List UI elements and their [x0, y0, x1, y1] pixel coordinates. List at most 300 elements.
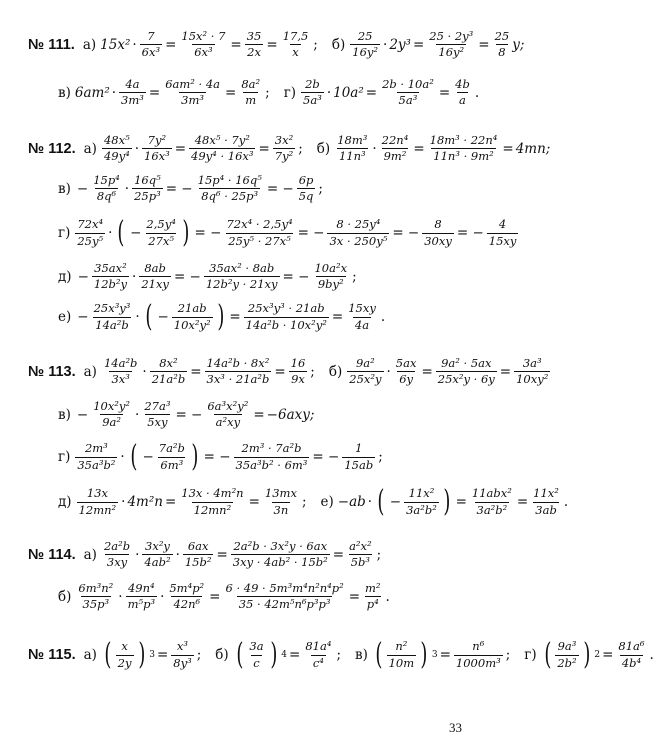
operator: ;: [378, 449, 383, 465]
numerator: 7y²: [147, 133, 167, 147]
fraction: [157, 442, 187, 471]
operator: =: [165, 36, 177, 53]
operator: = −: [203, 449, 231, 465]
denominator: a²xy: [215, 415, 241, 430]
numerator: 17,5: [282, 29, 309, 43]
operator: =: [274, 363, 286, 380]
numerator: 72x⁴ · 2,5y⁴: [226, 217, 293, 232]
fraction: [289, 357, 308, 386]
numerator: 11x²: [408, 486, 435, 501]
exercise-label: б): [331, 36, 346, 53]
fraction: [205, 400, 250, 429]
exercise-label: а): [83, 363, 97, 380]
fraction: [312, 262, 349, 291]
operator: .: [380, 309, 386, 325]
numerator: 6m³n²: [78, 581, 114, 595]
term: −ab: [337, 494, 366, 510]
operator: =: [365, 84, 378, 101]
left-paren: (: [130, 439, 138, 474]
numerator: 13mx: [264, 486, 297, 501]
operator: =: [190, 363, 202, 380]
exercise-label: е): [58, 309, 72, 325]
denominator: 12mn²: [193, 502, 232, 517]
exponent: 4: [281, 650, 288, 660]
denominator: 5a³: [303, 93, 322, 108]
exercise: [215, 637, 343, 672]
operator: = −: [173, 268, 201, 285]
exercise: [58, 262, 359, 291]
numerator: 10a²x: [314, 261, 348, 275]
fraction: [263, 487, 299, 516]
left-paren: (: [145, 299, 153, 334]
fraction: [247, 640, 265, 669]
operator: ·: [142, 363, 147, 380]
exercise: [83, 30, 320, 59]
operator: = −: [392, 225, 420, 241]
operator: = −: [194, 225, 222, 241]
numerator: 25 · 2y³: [429, 29, 474, 43]
numerator: 2b · 10a²: [382, 77, 434, 91]
exercise-line: [28, 133, 551, 164]
fraction: [172, 302, 213, 331]
exercise: [524, 637, 656, 672]
fraction: [493, 30, 512, 59]
fraction: [224, 218, 294, 247]
fraction: [404, 487, 439, 516]
denominator: x: [292, 45, 299, 60]
operator: ·: [120, 449, 125, 465]
operator: =: [174, 140, 187, 157]
left-paren: (: [236, 637, 244, 672]
numerator: 2m³ · 7a²b: [241, 441, 302, 456]
denominator: 12b²y: [93, 277, 128, 292]
right-paren: ): [582, 637, 591, 672]
fraction: [428, 134, 500, 163]
fraction: [92, 302, 133, 331]
operator: =: [156, 647, 169, 663]
numerator: x³: [176, 639, 189, 654]
numerator: 10x²y²: [93, 399, 131, 413]
fraction: [171, 640, 193, 669]
term: 10a²: [333, 84, 364, 101]
numerator: 2m³: [84, 441, 108, 456]
denominator: 12b²y · 21xy: [205, 277, 278, 292]
numerator: 11abx²: [471, 486, 512, 501]
operator: =: [331, 309, 344, 325]
numerator: 25: [494, 29, 510, 43]
exercise: [320, 484, 571, 519]
problem-number: № 111.: [28, 36, 75, 53]
term: y;: [512, 36, 525, 53]
numerator: 3a³: [522, 356, 542, 370]
fraction: [132, 174, 163, 203]
numerator: 48x⁵: [103, 133, 130, 147]
numerator: 8a²: [241, 77, 261, 91]
denominator: 10x²y²: [173, 317, 211, 332]
operator: =: [438, 84, 451, 101]
numerator: 18m³: [337, 133, 368, 147]
fraction: [102, 134, 132, 163]
operator: =: [478, 36, 490, 53]
denominator: 35a³b²: [77, 457, 116, 472]
exercise: [58, 582, 392, 611]
denominator: 35 · 42m⁵n⁶p³p³: [238, 597, 331, 612]
fraction: [126, 582, 158, 611]
right-paren: ): [269, 637, 277, 672]
denominator: 1000m³: [455, 655, 501, 670]
denominator: a: [459, 93, 466, 108]
fraction: [234, 442, 310, 471]
numerator: 15p⁴: [93, 173, 120, 187]
operator: ·: [118, 588, 123, 605]
denominator: 9a²: [102, 415, 121, 430]
fraction: [470, 487, 514, 516]
exercise-label: в): [355, 647, 368, 663]
numerator: 27a³: [144, 399, 171, 413]
denominator: 5xy: [147, 415, 168, 430]
fraction: [183, 540, 214, 569]
operator: ·: [108, 225, 113, 241]
left-paren: (: [543, 637, 551, 672]
numerator: m²: [365, 581, 381, 595]
exercise-line: [58, 262, 488, 291]
denominator: 11n³: [338, 149, 366, 164]
operator: ·: [383, 36, 388, 53]
term: 6am²: [74, 84, 110, 101]
operator: ·: [132, 268, 137, 285]
numerator: 4a: [125, 77, 140, 91]
denominator: 25p³: [134, 189, 161, 204]
exercise-line: [58, 439, 488, 474]
term: −6axy;: [266, 406, 315, 423]
operator: ·: [326, 84, 332, 101]
exponent: 3: [431, 650, 438, 660]
denominator: 49y⁴: [103, 149, 130, 164]
operator: =: [439, 647, 451, 663]
denominator: c: [253, 655, 260, 670]
denominator: 14a²b · 10x²y²: [245, 317, 327, 332]
exercise: [58, 174, 325, 203]
fraction: [167, 582, 206, 611]
denominator: 6x³: [141, 45, 161, 60]
exponent: 3: [149, 650, 155, 660]
fraction: [514, 357, 550, 386]
operator: = −: [312, 449, 340, 465]
page-number: 33: [449, 720, 462, 735]
numerator: 2a²b · 3x²y · 6ax: [233, 539, 328, 553]
denominator: 3x³: [111, 372, 130, 387]
operator: =: [225, 84, 237, 101]
numerator: 14a²b: [103, 356, 138, 370]
exercise-line: [58, 215, 517, 250]
operator: =: [230, 36, 242, 53]
exercise: [58, 439, 385, 474]
fraction: [142, 540, 172, 569]
operator: =: [413, 140, 425, 157]
fraction: [119, 78, 146, 107]
numerator: 25x³y³: [93, 301, 131, 316]
numerator: 16q⁵: [134, 173, 161, 187]
denominator: 25x²y: [349, 372, 382, 387]
numerator: 7a²b: [158, 441, 185, 456]
exercise-label: в): [58, 180, 71, 197]
denominator: 14a²b: [95, 317, 129, 332]
operator: =: [266, 36, 278, 53]
exercise-line: [58, 174, 488, 203]
numerator: 49n⁴: [127, 581, 155, 595]
exercise: [355, 637, 512, 672]
exercise-label: е): [320, 494, 334, 510]
operator: =: [164, 494, 177, 510]
denominator: 25y⁵: [77, 233, 104, 248]
denominator: 21a²b: [151, 372, 186, 387]
exercise-label: в): [58, 406, 71, 423]
problem-number: № 112.: [28, 140, 76, 157]
exercise-label: а): [82, 36, 97, 53]
term: 15x²: [100, 36, 131, 53]
operator: ·: [132, 36, 137, 53]
operator: −: [76, 406, 89, 423]
operator: ;: [313, 36, 318, 53]
operator: ·: [175, 546, 180, 563]
numerator: n⁶: [472, 639, 485, 654]
left-paren: (: [377, 484, 385, 519]
denominator: 8q⁶: [96, 189, 117, 204]
numerator: 21ab: [177, 301, 207, 316]
right-paren: ): [443, 484, 451, 519]
fraction: [350, 30, 380, 59]
exercise-label: г): [524, 647, 537, 663]
fraction: [380, 78, 436, 107]
exercise-line: [58, 78, 488, 107]
operator: ·: [134, 140, 139, 157]
denominator: 5b³: [350, 555, 370, 570]
fraction: [347, 540, 374, 569]
exercise: [329, 357, 551, 386]
fraction: [139, 262, 171, 291]
denominator: 16x³: [144, 149, 170, 164]
operator: = −: [297, 225, 325, 241]
denominator: 2x: [247, 45, 261, 60]
exercise: [84, 134, 305, 163]
denominator: 42n⁶: [173, 597, 201, 612]
problem-number: № 113.: [28, 363, 76, 380]
left-paren: (: [375, 637, 383, 672]
numerator: 7: [147, 29, 155, 43]
operator: ·: [135, 309, 140, 325]
exercise-line: [28, 356, 549, 387]
fraction: [387, 640, 417, 669]
fraction: [179, 30, 227, 59]
numerator: 15x² · 7: [181, 29, 226, 43]
exercise: [284, 78, 481, 107]
fraction: [245, 30, 264, 59]
denominator: 3a²b²: [406, 502, 437, 517]
fraction: [301, 78, 324, 107]
exercise-label: д): [58, 268, 72, 285]
fraction: [223, 582, 345, 611]
operator: ;: [265, 84, 270, 101]
denominator: 35a³b² · 6m³: [235, 457, 308, 472]
denominator: 10xy²: [516, 372, 549, 387]
problem-number: № 114.: [28, 546, 76, 563]
operator: =: [421, 363, 433, 380]
exercise: [58, 78, 272, 107]
operator: = −: [282, 268, 310, 285]
denominator: 11n³ · 9m²: [433, 149, 494, 164]
exercise: [317, 134, 551, 163]
numerator: 25: [357, 29, 373, 43]
numerator: 81a⁴: [305, 639, 332, 654]
denominator: 4b⁴: [621, 655, 642, 670]
denominator: 12mn²: [78, 502, 117, 517]
exercise-label: а): [83, 546, 97, 563]
operator: .: [385, 588, 390, 605]
problem-number: № 115.: [28, 647, 76, 663]
denominator: 30xy: [424, 233, 452, 248]
exercise-label: а): [83, 647, 97, 663]
fraction: [436, 357, 497, 386]
exercise-label: б): [316, 140, 331, 157]
operator: −: [76, 180, 89, 197]
exercise-label: в): [58, 84, 71, 101]
fraction: [92, 262, 129, 291]
fraction: [150, 357, 187, 386]
operator: ;: [298, 140, 303, 157]
denominator: 6x³: [194, 45, 213, 60]
exercise-line: [58, 582, 488, 611]
operator: =: [348, 588, 361, 605]
numerator: 3x²y: [145, 539, 170, 553]
exponent: 2: [594, 650, 601, 660]
fraction: [179, 487, 245, 516]
operator: ·: [121, 494, 126, 510]
denominator: 3x³ · 21a²b: [206, 372, 270, 387]
denominator: 2b²: [557, 655, 577, 670]
denominator: 6m³: [160, 457, 184, 472]
operator: −: [157, 309, 169, 325]
fraction: [102, 540, 132, 569]
exercise-line: [28, 540, 488, 569]
fraction: [346, 302, 378, 331]
exercise: [58, 299, 387, 334]
numerator: 15p⁴ · 16q⁵: [197, 173, 262, 187]
numerator: 1: [355, 441, 363, 456]
right-paren: ): [137, 637, 145, 672]
fraction: [380, 134, 411, 163]
right-paren: ): [420, 637, 428, 672]
denominator: c⁴: [312, 655, 324, 670]
denominator: 6y: [399, 372, 414, 387]
denominator: 7y²: [274, 149, 294, 164]
numerator: 48x⁵ · 7y²: [194, 133, 250, 147]
operator: ·: [367, 494, 373, 510]
denominator: 3m³: [121, 93, 144, 108]
operator: .: [649, 647, 654, 663]
denominator: 4ab²: [144, 555, 171, 570]
denominator: 3m³: [181, 93, 205, 108]
operator: =: [258, 140, 270, 157]
operator: =: [455, 494, 467, 510]
fraction: [91, 174, 122, 203]
denominator: 16y²: [352, 45, 379, 60]
term: 4m²n: [127, 494, 163, 510]
fraction: [531, 487, 561, 516]
fraction: [75, 218, 105, 247]
fraction: [140, 30, 162, 59]
operator: = −: [165, 180, 193, 197]
fraction: [616, 640, 646, 669]
numerator: 81a⁶: [618, 639, 645, 654]
denominator: 5a³: [398, 93, 418, 108]
operator: =: [502, 140, 514, 157]
numerator: 8ab: [144, 261, 166, 275]
operator: −: [142, 449, 154, 465]
operator: =: [602, 647, 614, 663]
denominator: 9m²: [383, 149, 407, 164]
operator: .: [474, 84, 480, 101]
denominator: 27x⁵: [148, 233, 174, 248]
fraction: [281, 30, 311, 59]
exercise-line: [28, 29, 525, 60]
numerator: 11x²: [533, 486, 559, 501]
term: 2y³: [389, 36, 411, 53]
denominator: 4a: [354, 317, 370, 332]
denominator: 21xy: [141, 277, 169, 292]
operator: ;: [318, 180, 323, 197]
right-paren: ): [191, 439, 199, 474]
fraction: [335, 134, 369, 163]
operator: ;: [352, 268, 357, 285]
operator: .: [563, 494, 569, 510]
numerator: 5ax: [395, 356, 417, 370]
fraction: [205, 357, 272, 386]
fraction: [116, 640, 134, 669]
fraction: [75, 442, 117, 471]
numerator: 9a²: [355, 356, 375, 370]
denominator: 16y²: [438, 45, 465, 60]
exercise: [58, 400, 314, 429]
numerator: 6a³x²y²: [207, 399, 249, 413]
operator: ;: [196, 647, 202, 663]
fraction: [239, 78, 262, 107]
fraction: [303, 640, 333, 669]
operator: =: [289, 647, 301, 663]
denominator: 49y⁴ · 16x³: [191, 149, 254, 164]
fraction: [327, 218, 389, 247]
numerator: 22n⁴: [381, 133, 409, 147]
numerator: 35ax²: [94, 261, 127, 275]
fraction: [453, 78, 472, 107]
numerator: 4b: [455, 77, 470, 91]
numerator: 72x⁴: [77, 217, 104, 232]
exercise-label: д): [58, 494, 72, 510]
exercise-label: б): [58, 588, 72, 605]
fraction: [555, 640, 578, 669]
fraction: [273, 134, 295, 163]
numerator: 8 · 25y⁴: [336, 217, 381, 232]
operator: ·: [135, 406, 140, 423]
exercise: [58, 215, 519, 250]
operator: −: [77, 309, 89, 325]
numerator: 2,5y⁴: [146, 217, 176, 232]
right-paren: ): [182, 215, 190, 250]
fraction: [196, 174, 264, 203]
numerator: 6ax: [187, 539, 209, 553]
fraction: [142, 134, 172, 163]
fraction: [77, 487, 119, 516]
numerator: 3x²: [274, 133, 294, 147]
